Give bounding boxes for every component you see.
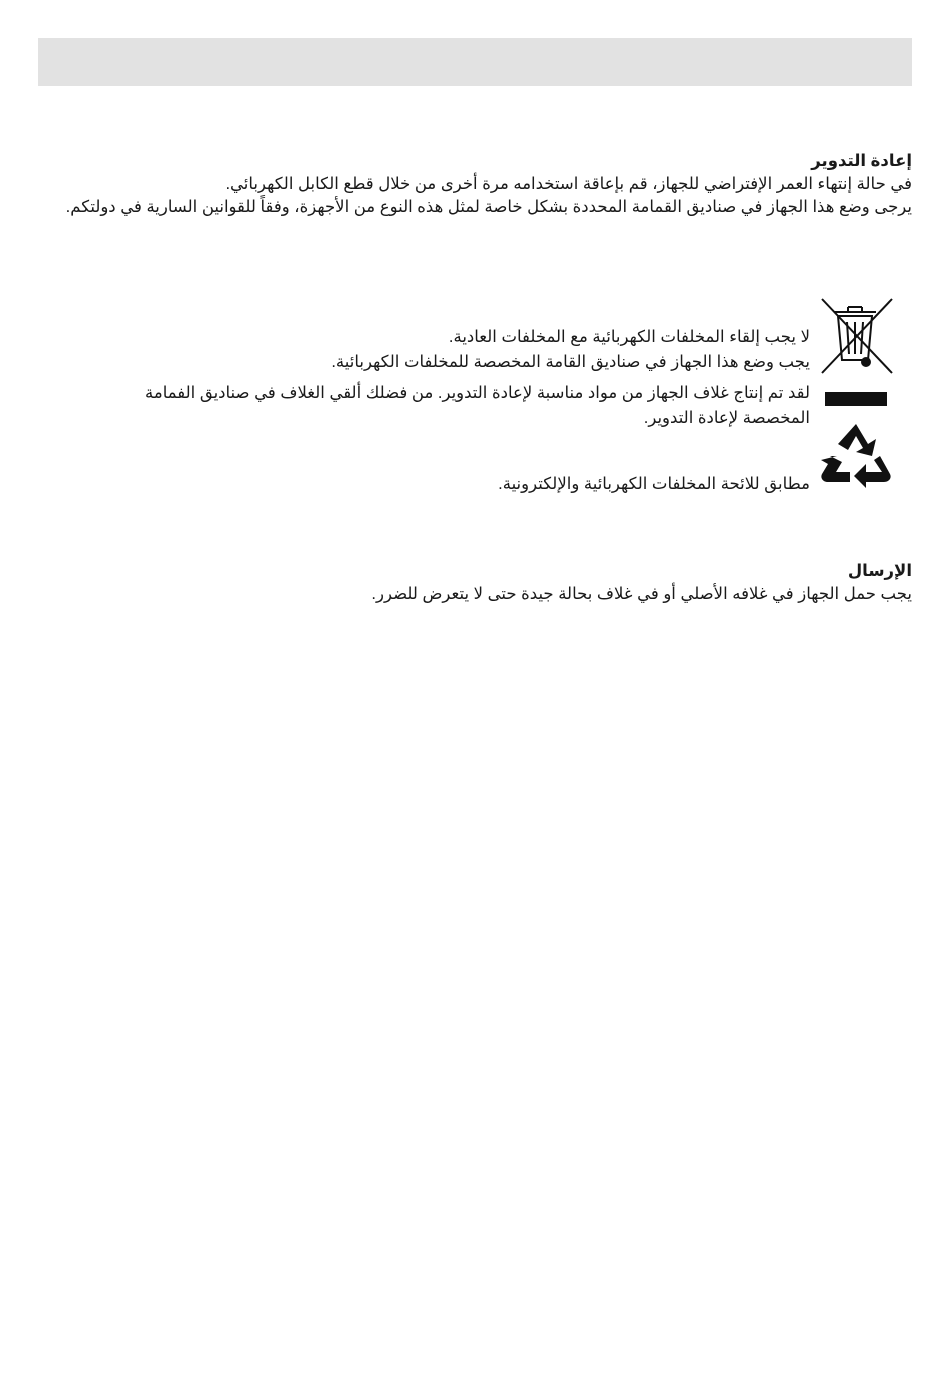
packaging-text [38, 381, 810, 431]
weee-line-2: يجب وضع هذا الجهاز في صناديق القامة المخصصة للمخلفات الكهربائية. [331, 353, 810, 371]
weee-line-1: لا يجب إلقاء المخلفات الكهربائية مع المخلفات العادية. [448, 328, 810, 346]
weee-text [38, 325, 810, 375]
shipping-heading: الإرسال [847, 562, 912, 580]
crossed-out-bin-icon [818, 296, 896, 376]
recycling-section [38, 150, 912, 219]
compliance-line: مطابق للائحة المخلفات الكهربائية والإلكترونية. [498, 475, 810, 493]
recycle-icon [820, 422, 892, 488]
header-bar [38, 38, 912, 86]
black-bar-icon [825, 392, 887, 406]
shipping-paragraph: يجب حمل الجهاز في غلافه الأصلي أو في غلاف بحالة جيدة حتى لا يتعرض للضرر. [371, 585, 912, 603]
recycling-paragraph-2: يرجى وضع هذا الجهاز في صناديق القمامة المحددة بشكل خاصة لمثل هذه النوع من الأجهزة، وفقاً للقوانين السارية في دولتكم. [65, 198, 912, 216]
compliance-text [38, 472, 810, 497]
recycling-paragraph-1: في حالة إنتهاء العمر الإفتراضي للجهاز، قم بإعاقة استخدامه مرة أخرى من خلال قطع الكابل الكهربائي. [225, 175, 912, 193]
packaging-line-1: لقد تم إنتاج غلاف الجهاز من مواد مناسبة لإعادة التدوير. من فضلك ألقي الغلاف في صناديق الفمامة [145, 384, 810, 402]
recycling-heading: إعادة التدوير [811, 152, 912, 170]
shipping-section [38, 560, 912, 606]
packaging-line-2: المخصصة لإعادة التدوير. [643, 409, 810, 427]
